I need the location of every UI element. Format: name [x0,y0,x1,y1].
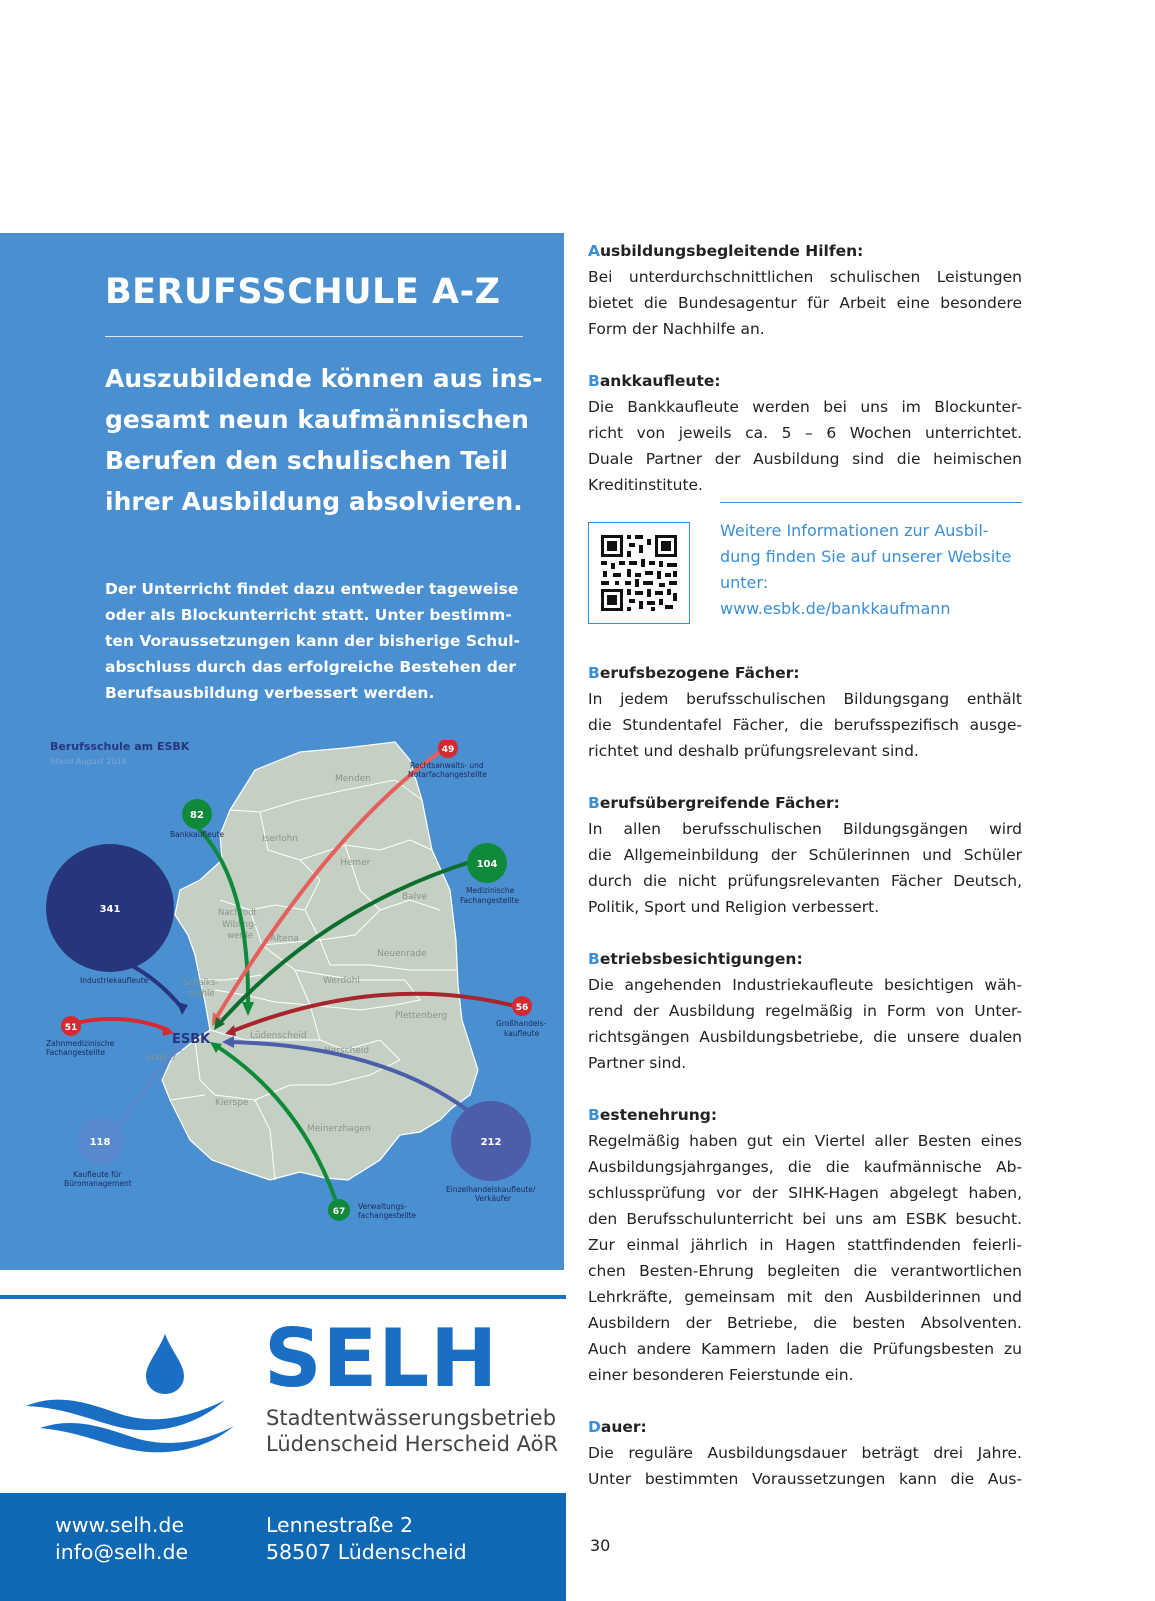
lead-line: Berufen den schulischen Teil [105,446,509,475]
entry-berufsuebergreifende-faecher [588,790,1022,920]
bubble-value: 104 [476,859,498,870]
initial-letter: B [588,794,600,812]
town-label: Hemer [340,858,371,868]
bubble-value: 341 [99,904,121,915]
bubble-label: Rechtsanwalts- und [410,761,484,770]
entry-heading [588,660,1022,686]
heading-rest: usbildungsbegleitende Hilfen: [600,242,864,260]
entry-line: richtet und deshalb prüfungsrelevant sind. [588,742,919,760]
qr-rule [720,502,1022,503]
bubble-label: Großhandels- [496,1019,547,1028]
entry-line: chen Besten-Ehrung begleiten die verantwortlichen [588,1262,1022,1280]
entry-heading [588,368,1022,394]
flow-arrow [75,1019,168,1030]
entry-bankkaufleute [588,368,1022,498]
entry-line: die Allgemeinbildung der Schülerinnen und Schüler [588,846,1022,864]
initial-letter: B [588,1106,600,1124]
esbk-label: ESBK [172,1032,211,1047]
qr-frame[interactable] [588,522,690,624]
entry-line: In allen berufsschulischen Bildungsgängen wird [588,820,1022,838]
selh-subtitle-line: Lüdenscheid Herscheid AöR [266,1432,559,1456]
entry-line: durch die nicht prüfungsrelevanten Fächer Deutsch, [588,872,1022,890]
qr-line: Weitere Informationen zur Ausbil- [720,521,989,540]
town-label: Nachrodt [218,908,257,918]
page-number: 30 [590,1536,611,1555]
initial-letter: D [588,1418,601,1436]
address-city: 58507 Lüdenscheid [266,1540,467,1564]
initial-letter: B [588,950,600,968]
entry-line: schlussprüfung vor der SIHK-Hagen abgelegt haben, [588,1184,1022,1202]
heading-rest: erufsübergreifende Fächer: [599,794,840,812]
entry-line: richt von jeweils ca. 5 – 6 Wochen unterrichtet. [588,424,1022,442]
lead-line: Auszubildende können aus ins- [105,364,543,393]
entry-line: Politik, Sport und Religion verbessert. [588,898,880,916]
qr-info-text [720,518,1022,622]
entry-line: rend der Ausbildung regelmäßig in Form von Unter- [588,1002,1022,1020]
footer-contact [55,1512,188,1566]
entry-line: die Stundentafel Fächer, die berufsspezifisch ausge- [588,716,1022,734]
arrow-head [177,1002,188,1015]
entry-line: Die angehenden Industriekaufleute besichtigen wäh- [588,976,1022,994]
lead-line: ihrer Ausbildung absolvieren. [105,487,523,516]
town-label: Iserlohn [262,834,298,844]
bubble-label: Fachangestellte [46,1048,106,1057]
town-label: Menden [335,774,371,784]
heading-rest: auer: [600,1418,647,1436]
initial-letter: B [588,664,600,682]
entry-bestenehrung [588,1102,1022,1388]
heading-rest: ankkaufleute: [599,372,721,390]
entry-line: In jedem berufsschulischen Bildungsgang enthält [588,690,1022,708]
bankkaufmann-link[interactable]: www.esbk.de/bankkaufmann [720,599,951,618]
town-label: mühle [188,989,215,999]
heading-rest: estenehrung: [599,1106,718,1124]
panel-body [105,576,535,706]
bubble-value: 82 [190,810,204,821]
bubble-label: Einzelhandelskaufleute/ [446,1185,536,1194]
body-line: Berufsausbildung verbessert werden. [105,684,435,702]
panel-lead [105,358,543,522]
bubble-label: Medizinische [466,886,515,895]
selh-subtitle [266,1405,558,1457]
heading-rest: erufsbezogene Fächer: [599,664,800,682]
entry-dauer [588,1414,1022,1492]
website-link[interactable]: www.selh.de [55,1513,185,1537]
bubble-label: Büromanagement [64,1179,132,1188]
entry-line: einer besonderen Feierstunde ein. [588,1366,854,1384]
footer-address [266,1512,467,1566]
panel-title: BERUFSSCHULE A-Z [105,272,501,312]
entry-line: bietet die Bundesagentur für Arbeit eine besondere [588,294,1022,312]
town-label: Herscheid [324,1046,370,1056]
entry-line: Duale Partner der Ausbildung sind die heimischen [588,450,1022,468]
section-divider [0,1295,566,1299]
entry-heading [588,238,1022,264]
map-title: Berufsschule am ESBK [50,740,190,753]
bubble-label: Verwaltungs- [358,1202,407,1211]
bubble-value: 67 [332,1207,346,1217]
entry-line: Die Bankkaufleute werden bei uns im Blockunter- [588,398,1022,416]
town-label: Kierspe [215,1098,249,1108]
entry-line: den Berufsschulunterricht bei uns am ESBK besucht. [588,1210,1022,1228]
entry-line: Lehrkräfte, gemeinsam mit den Ausbilderinnen und [588,1288,1022,1306]
selh-logo-icon [20,1334,240,1458]
bubble-value: 56 [515,1003,529,1013]
bubble-label: Kaufleute für [73,1170,122,1179]
body-line: ten Voraussetzungen kann der bisherige Schul- [105,632,520,650]
region-map [0,740,564,1240]
entry-line: Ausbildern der Betriebe, die besten Absolventen. [588,1314,1022,1332]
entry-betriebsbesichtigungen [588,946,1022,1076]
bubble-label: Verkäufer [475,1194,512,1203]
bubble-label: kaufleute [504,1029,540,1038]
bubble-label: Industriekaufleute [80,976,149,985]
town-label: Lüdenscheid [250,1031,307,1041]
bubble-label: Fachangestellte [460,896,520,905]
bubble-value: 51 [64,1023,78,1033]
selh-subtitle-line: Stadtentwässerungsbetrieb [266,1406,557,1430]
glossary-column [588,238,1022,1518]
entry-heading [588,1414,1022,1440]
town-label: Altena [270,934,299,944]
town-label: Meinerzhagen [307,1124,371,1134]
heading-rest: etriebsbesichtigungen: [599,950,803,968]
entry-line: Zur einmal jährlich in Hagen stattfindenden feierli- [588,1236,1022,1254]
town-label: Plettenberg [395,1011,448,1021]
selh-wordmark: SELH [264,1312,499,1405]
entry-line: Auch andere Kammern laden die Prüfungsbesten zu [588,1340,1022,1358]
initial-letter: B [588,372,600,390]
town-label: Neuenrade [377,949,427,959]
email-link[interactable]: info@selh.de [55,1540,189,1564]
bubble-label: Bankkaufleute [170,830,225,839]
qr-code-icon [589,523,689,623]
address-street: Lennestraße 2 [266,1513,414,1537]
entry-line: Die reguläre Ausbildungsdauer beträgt drei Jahre. [588,1444,1022,1462]
town-label: Wibling- [222,920,257,930]
town-label: Halver [147,1053,177,1063]
qr-line: unter: [720,573,769,592]
bubble-label: Zahnmedizinische [46,1039,115,1048]
entry-ausbildungsbegleitende-hilfen [588,238,1022,342]
lead-line: gesamt neun kaufmännischen [105,405,529,434]
body-line: oder als Blockunterricht statt. Unter bestimm- [105,606,512,624]
body-line: Der Unterricht findet dazu entweder tageweise [105,580,519,598]
qr-info-box [588,502,1022,632]
bubble-label: fachangestellte [358,1211,417,1220]
entry-berufsbezogene-faecher [588,660,1022,764]
entry-line: Form der Nachhilfe an. [588,320,765,338]
town-label: Schalks- [183,978,219,988]
entry-line: Ausbildungsjahrganges, die die kaufmännische Ab- [588,1158,1022,1176]
entry-line: richtsgängen Ausbildungsbetriebe, die unsere dualen [588,1028,1022,1046]
town-label: Balve [402,892,428,902]
entry-line: Kreditinstitute. [588,476,703,494]
entry-line: Regelmäßig haben gut ein Viertel aller Besten eines [588,1132,1022,1150]
town-label: werde [227,931,254,941]
qr-line: dung finden Sie auf unserer Website [720,547,1012,566]
bubble-value: 49 [441,745,455,755]
initial-letter: A [588,242,600,260]
entry-line: Unter bestimmten Voraussetzungen kann die Aus- [588,1470,1022,1488]
panel-divider [105,336,523,337]
body-line: abschluss durch das erfolgreiche Bestehen der [105,658,517,676]
map-subtitle: Stand August 2018 [50,757,127,766]
bubble-value: 118 [89,1137,111,1148]
entry-heading [588,1102,1022,1128]
entry-heading [588,946,1022,972]
entry-line: Partner sind. [588,1054,687,1072]
town-label: Werdohl [323,976,360,986]
bubble-label: Notarfachangestellte [408,770,487,779]
entry-heading [588,790,1022,816]
bubble-value: 212 [480,1137,502,1148]
entry-line: Bei unterdurchschnittlichen schulischen Leistungen [588,268,1022,286]
